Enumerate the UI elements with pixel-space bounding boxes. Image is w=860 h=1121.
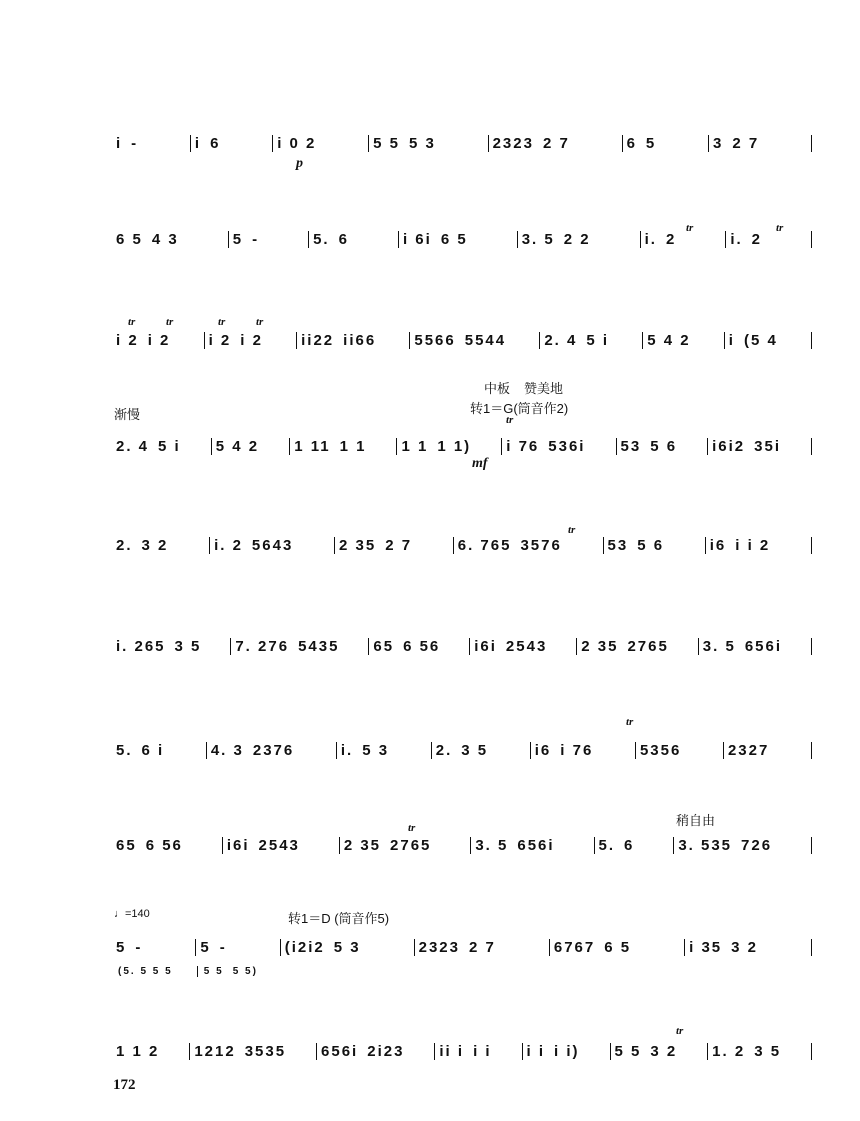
- measure: [622, 135, 708, 152]
- measure: [603, 537, 705, 554]
- note-group: 3: [713, 134, 724, 152]
- measure: [112, 939, 195, 956]
- note-group: 3 5: [461, 741, 489, 759]
- note-group: i6i: [474, 637, 497, 655]
- note-group: 53: [620, 437, 642, 455]
- note-group: 5 i: [158, 437, 181, 455]
- note-group: 2 7: [468, 938, 496, 956]
- note-group: 3. 5: [702, 637, 736, 655]
- note-group: i: [194, 134, 202, 152]
- music-system-5: [112, 530, 812, 560]
- measure: [488, 135, 622, 152]
- trill-mark: tr: [676, 1025, 684, 1037]
- trill-mark: tr: [408, 822, 416, 834]
- measure: [272, 135, 368, 152]
- music-system-9: [112, 932, 812, 962]
- note-group: i.: [730, 230, 743, 248]
- note-group: i. 265: [116, 637, 166, 655]
- note-group: ii22: [301, 331, 335, 349]
- music-system-2: [112, 224, 812, 254]
- measure: [610, 1043, 708, 1060]
- measure: [368, 135, 487, 152]
- note-group: 6: [210, 134, 221, 152]
- note-group: 3. 5: [475, 836, 509, 854]
- measure: [112, 742, 206, 759]
- note-group: 6 i: [141, 741, 165, 759]
- note-group: 2 35: [343, 836, 382, 854]
- note-group: i.: [644, 230, 657, 248]
- note-group: 5.: [313, 230, 330, 248]
- note-group: i.: [340, 741, 354, 759]
- measure: [280, 939, 414, 956]
- note-group: 3. 5: [521, 230, 555, 248]
- measure: [222, 837, 339, 854]
- measure: [316, 1043, 434, 1060]
- measure: [469, 638, 576, 655]
- trill-mark: tr: [506, 414, 514, 426]
- note-group: 1212: [194, 1042, 236, 1060]
- note-group: 6. 765: [457, 536, 512, 554]
- note-group: -: [219, 938, 227, 956]
- note-group: i 0 2: [277, 134, 317, 152]
- note-group: 2 35: [581, 637, 619, 655]
- music-system-10: [112, 1036, 812, 1066]
- note-group: (5. 5 5 5: [118, 966, 173, 977]
- note-group: 726: [741, 836, 773, 854]
- music-system-6: [112, 631, 812, 661]
- page-number: 172: [113, 1077, 136, 1093]
- measure: [112, 332, 204, 349]
- measure: [289, 438, 396, 455]
- note-group: 3 2: [731, 938, 758, 956]
- note-group: 2. 4: [116, 437, 150, 455]
- note-group: 536i: [548, 437, 586, 455]
- note-group: 6 5: [116, 230, 143, 248]
- music-system-3: [112, 325, 812, 355]
- note-group: ii i: [439, 1042, 465, 1060]
- trill-mark: tr: [256, 316, 264, 328]
- measure: [642, 332, 724, 349]
- note-group: 1 11: [294, 437, 331, 455]
- measure: [336, 742, 431, 759]
- measure: [434, 1043, 521, 1060]
- measure: [673, 837, 812, 854]
- note-group: i i: [473, 1042, 492, 1060]
- note-group: i: [116, 134, 123, 152]
- note-group: i 35: [689, 938, 723, 956]
- measure: [539, 332, 642, 349]
- measure: [616, 438, 708, 455]
- measure: [296, 332, 409, 349]
- trill-mark: tr: [776, 222, 784, 234]
- trill-mark: tr: [166, 316, 174, 328]
- note-group: 5 5): [232, 966, 258, 977]
- note-group: 5435: [298, 637, 340, 655]
- note-group: 2 7: [732, 134, 760, 152]
- note-group: 3576: [520, 536, 562, 554]
- note-group: i 2: [147, 331, 171, 349]
- note-group: (5 4: [743, 331, 778, 349]
- note-group: -: [252, 230, 260, 248]
- note-group: 5: [200, 938, 211, 956]
- note-group: i6: [534, 741, 552, 759]
- dynamic-piano: p: [296, 156, 303, 171]
- note-group: 6: [338, 230, 349, 248]
- measure: [334, 537, 453, 554]
- note-group: 5: [645, 134, 657, 152]
- note-group: 2.: [435, 741, 453, 759]
- note-group: -: [135, 938, 143, 956]
- note-group: 5 5: [614, 1042, 642, 1060]
- note-group: 5544: [464, 331, 507, 349]
- note-group: 2: [751, 230, 762, 248]
- note-group: 7. 276: [235, 637, 290, 655]
- note-group: 6: [626, 134, 637, 152]
- measure: [725, 231, 812, 248]
- measure: [708, 135, 812, 152]
- measure: [414, 939, 549, 956]
- music-system-7: [112, 735, 812, 765]
- music-system-4: [112, 431, 812, 461]
- measure: [112, 966, 197, 977]
- measure: [204, 332, 297, 349]
- note-group: i 6i: [402, 230, 432, 248]
- measure: [549, 939, 684, 956]
- trill-mark: tr: [568, 524, 576, 536]
- note-group: 2 7: [385, 536, 413, 554]
- measure: [635, 742, 723, 759]
- note-group: 2543: [505, 637, 548, 655]
- note-group: 2 7: [542, 134, 570, 152]
- note-group: 5 4 2: [647, 331, 691, 349]
- measure: [398, 231, 517, 248]
- key-change-d: 转1＝D (筒音作5): [288, 911, 390, 926]
- measure: [112, 1043, 189, 1060]
- measure: [195, 939, 279, 956]
- ritardando-marking: 渐慢: [114, 407, 141, 422]
- note-group: 5 4 2: [215, 437, 260, 455]
- note-group: 3535: [244, 1042, 287, 1060]
- measure: [594, 837, 674, 854]
- note-group: 5.: [598, 836, 616, 854]
- trill-mark: tr: [626, 716, 634, 728]
- note-group: 2765: [627, 637, 669, 655]
- measure: [112, 438, 211, 455]
- key-change-g: 转1＝G(筒音作2): [470, 401, 569, 416]
- note-group: 6767: [553, 938, 596, 956]
- note-group: 5643: [251, 536, 294, 554]
- note-group: 1. 2: [712, 1042, 746, 1060]
- note-group: 2 2: [563, 230, 591, 248]
- note-group: 5.: [116, 741, 133, 759]
- note-group: 5 i: [586, 331, 610, 349]
- accompaniment-line: [112, 966, 282, 977]
- note-group: 65: [373, 637, 395, 655]
- note-group: i6i: [226, 836, 250, 854]
- note-group: 5 3: [408, 134, 436, 152]
- note-group: 2.: [116, 536, 133, 554]
- note-group: 53: [607, 536, 629, 554]
- music-system-8: [112, 830, 812, 860]
- measure: [707, 1043, 812, 1060]
- note-group: 2323: [492, 134, 534, 152]
- measure: [530, 742, 635, 759]
- note-group: 2543: [258, 836, 300, 854]
- note-group: 5 5: [373, 134, 400, 152]
- note-group: 4 3: [151, 230, 179, 248]
- measure: [705, 537, 812, 554]
- note-group: i 76: [560, 741, 594, 759]
- note-group: i6: [709, 536, 727, 554]
- measure: [206, 742, 336, 759]
- measure: [308, 231, 398, 248]
- note-group: 6 56: [403, 637, 441, 655]
- note-group: 5 6: [637, 536, 665, 554]
- expression-marking: 赞美地: [524, 381, 564, 396]
- measure: [112, 537, 209, 554]
- note-group: 5 3: [362, 741, 390, 759]
- trill-mark: tr: [218, 316, 226, 328]
- note-group: 6 56: [145, 836, 183, 854]
- measure: [112, 135, 190, 152]
- trill-mark: tr: [128, 316, 136, 328]
- note-group: 1 1): [437, 437, 472, 455]
- measure: [409, 332, 539, 349]
- note-group: 2327: [727, 741, 770, 759]
- note-group: i. 2: [214, 536, 243, 554]
- note-group: 2. 4: [544, 331, 578, 349]
- dynamic-mezzo-forte: mf: [472, 456, 488, 471]
- measure: [211, 438, 289, 455]
- note-group: i i): [554, 1042, 580, 1060]
- measure: [707, 438, 812, 455]
- measure: [112, 638, 230, 655]
- measure: [698, 638, 812, 655]
- note-group: 65: [116, 836, 137, 854]
- note-group: 656i: [321, 1042, 359, 1060]
- note-group: 5 5: [203, 966, 224, 977]
- measure: [522, 1043, 610, 1060]
- note-group: 6 5: [604, 938, 632, 956]
- tempo-marking: 中板: [484, 381, 511, 396]
- measure: [724, 332, 812, 349]
- measure: [723, 742, 812, 759]
- note-group: 5 6: [650, 437, 678, 455]
- note-group: 5: [232, 230, 244, 248]
- measure: [339, 837, 471, 854]
- music-system-1: [112, 128, 812, 158]
- measure: [470, 837, 593, 854]
- note-group: 2323: [418, 938, 460, 956]
- measure: [190, 135, 272, 152]
- note-group: 3 5: [754, 1042, 782, 1060]
- note-group: 1 1 2: [116, 1042, 160, 1060]
- note-group: 656i: [517, 836, 555, 854]
- note-group: 2: [665, 230, 677, 248]
- note-group: 5: [116, 938, 127, 956]
- note-group: (i2i2: [284, 938, 325, 956]
- measure: [453, 537, 603, 554]
- note-group: 2i23: [367, 1042, 405, 1060]
- note-group: i 76: [506, 437, 540, 455]
- note-group: i 2: [240, 331, 263, 349]
- measure: [396, 438, 501, 455]
- note-group: 3 2: [650, 1042, 678, 1060]
- note-group: 2 35: [338, 536, 377, 554]
- note-group: i 2: [116, 331, 139, 349]
- measure: [209, 537, 334, 554]
- measure: [576, 638, 698, 655]
- note-group: 3. 535: [678, 836, 733, 854]
- note-group: 6: [624, 836, 635, 854]
- note-group: i: [728, 331, 735, 349]
- note-group: 1 1: [401, 437, 429, 455]
- measure: [112, 837, 222, 854]
- metronome-marking: ♩=140: [114, 908, 150, 920]
- measure: [230, 638, 368, 655]
- measure: [228, 231, 308, 248]
- note-group: i 2: [208, 331, 232, 349]
- note-group: 2376: [252, 741, 295, 759]
- note-group: 2765: [390, 836, 432, 854]
- note-group: ii66: [343, 331, 377, 349]
- measure: [501, 438, 615, 455]
- trill-mark: tr: [686, 222, 694, 234]
- note-group: 3 2: [141, 536, 169, 554]
- measure: [640, 231, 726, 248]
- measure: [189, 1043, 316, 1060]
- note-group: 5356: [639, 741, 682, 759]
- note-group: i i: [526, 1042, 546, 1060]
- measure: [517, 231, 640, 248]
- measure: [684, 939, 812, 956]
- note-group: -: [131, 134, 139, 152]
- measure: [197, 966, 282, 977]
- measure: [431, 742, 530, 759]
- measure: [368, 638, 469, 655]
- ad-lib-marking: 稍自由: [676, 813, 716, 828]
- note-group: 656i: [744, 637, 783, 655]
- note-group: 1 1: [339, 437, 367, 455]
- note-group: i6i2: [712, 437, 746, 455]
- note-group: 5 3: [333, 938, 361, 956]
- note-group: 4. 3: [210, 741, 244, 759]
- note-group: i i 2: [735, 536, 771, 554]
- measure: [112, 231, 228, 248]
- note-group: 35i: [754, 437, 781, 455]
- note-group: 3 5: [174, 637, 202, 655]
- note-group: 6 5: [440, 230, 468, 248]
- note-group: 5566: [414, 331, 456, 349]
